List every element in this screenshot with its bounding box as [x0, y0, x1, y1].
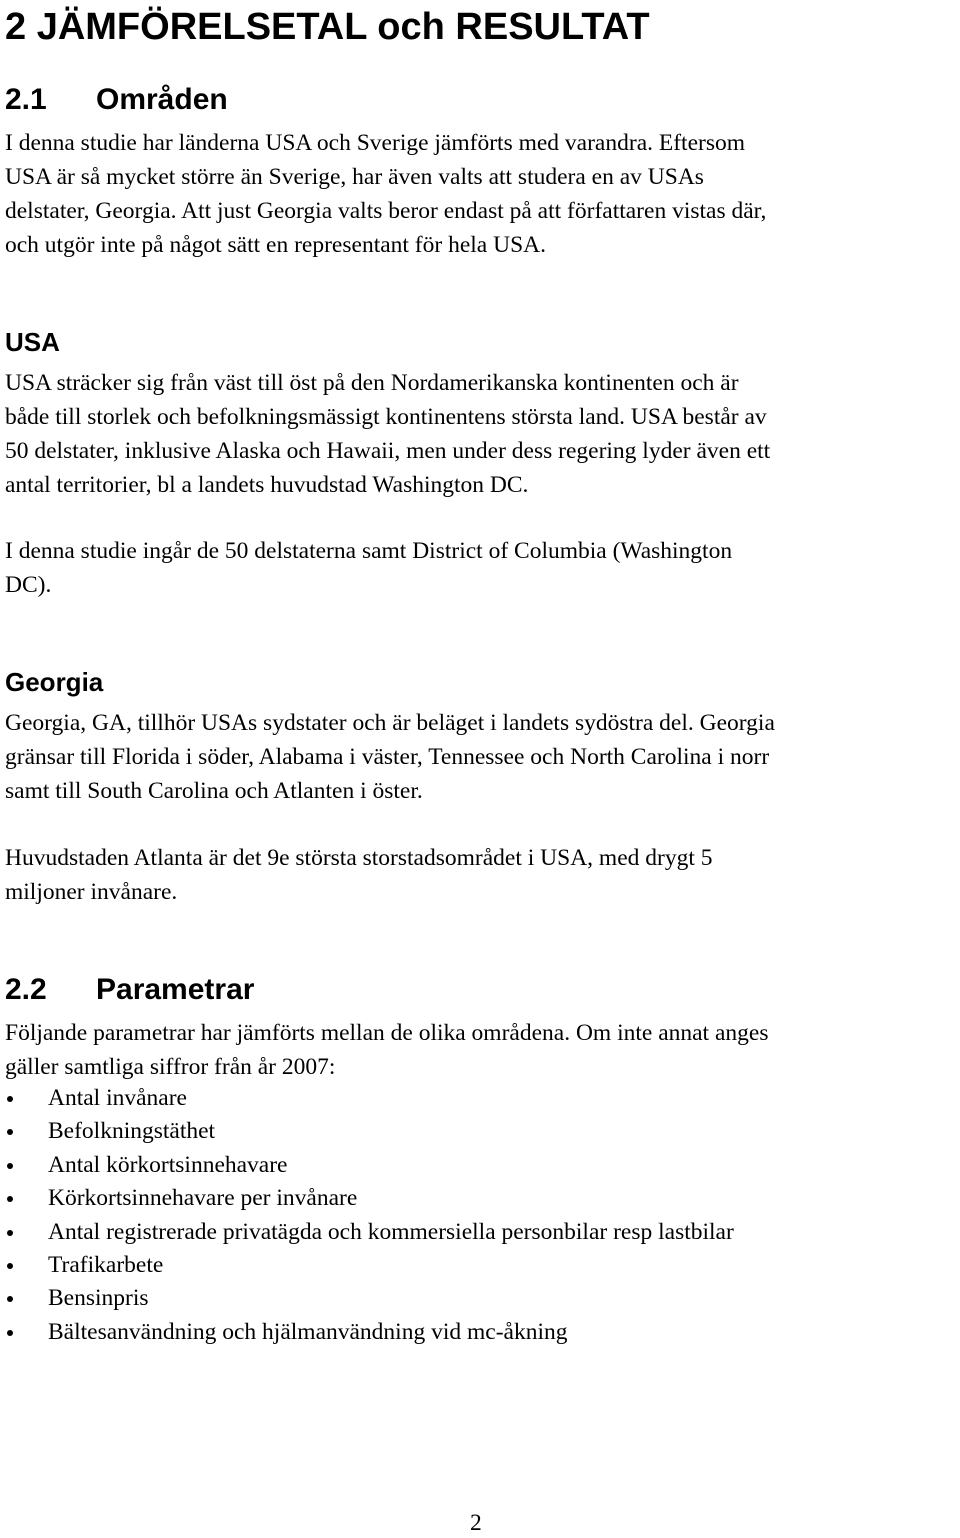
- text-line: Georgia, GA, tillhör USAs sydstater och är beläget i landets sydöstra del. Georgia: [5, 710, 775, 736]
- list-item: [5, 1115, 955, 1148]
- list-item-text: Antal registrerade privatägda och kommersiella personbilar resp lastbilar: [48, 1218, 734, 1245]
- subheading-georgia: Georgia: [5, 667, 104, 697]
- text-line: DC).: [5, 572, 52, 598]
- section-heading-parametrar: [5, 972, 254, 1008]
- usa-paragraph-2: [5, 534, 955, 602]
- section-title: Områden: [96, 83, 228, 116]
- georgia-paragraph-2: [5, 841, 955, 909]
- chapter-heading: 2 JÄMFÖRELSETAL och RESULTAT: [5, 6, 650, 48]
- text-line: delstater, Georgia. Att just Georgia valts beror endast på att författaren vistas där,: [5, 198, 767, 224]
- text-line: 50 delstater, inklusive Alaska och Hawaii, men under dess regering lyder även ett: [5, 438, 771, 464]
- list-item: [5, 1316, 955, 1349]
- text-line: I denna studie har länderna USA och Sverige jämförts med varandra. Eftersom: [5, 130, 746, 156]
- subheading-usa: USA: [5, 327, 60, 357]
- bullet-icon: [7, 1263, 13, 1269]
- list-item: [5, 1249, 955, 1282]
- list-item-text: Antal invånare: [48, 1085, 187, 1111]
- list-item-text: Bensinpris: [48, 1285, 149, 1312]
- list-item-text: Bältesanvändning och hjälmanvändning vid mc-åkning: [48, 1318, 568, 1345]
- text-line: både till storlek och befolkningsmässigt kontinentens största land. USA består av: [5, 404, 767, 430]
- list-item-text: Befolkningstäthet: [48, 1118, 216, 1145]
- text-line: gäller samtliga siffror från år 2007:: [5, 1054, 336, 1080]
- list-item: [5, 1182, 955, 1215]
- list-item: [5, 1282, 955, 1315]
- section-number: 2.1: [5, 83, 47, 116]
- list-item: [5, 1149, 955, 1182]
- text-line: samt till South Carolina och Atlanten i öster.: [5, 778, 423, 804]
- section-number: 2.2: [5, 973, 47, 1006]
- text-line: Följande parametrar har jämförts mellan de olika områdena. Om inte annat anges: [5, 1020, 769, 1046]
- usa-paragraph-1: [5, 366, 955, 502]
- text-line: miljoner invånare.: [5, 879, 178, 905]
- list-item-text: Körkortsinnehavare per invånare: [48, 1185, 358, 1212]
- georgia-paragraph-1: [5, 706, 955, 808]
- list-item-text: Trafikarbete: [48, 1252, 164, 1279]
- bullet-icon: [7, 1330, 13, 1336]
- parameter-list: [5, 1082, 955, 1349]
- bullet-icon: [7, 1163, 13, 1169]
- list-item: [5, 1082, 955, 1115]
- text-line: USA är så mycket större än Sverige, har även valts att studera en av USAs: [5, 164, 704, 190]
- list-item: [5, 1216, 955, 1249]
- list-item-text: Antal körkortsinnehavare: [48, 1151, 288, 1178]
- parametrar-intro-paragraph: [5, 1016, 955, 1084]
- bullet-icon: [7, 1196, 13, 1202]
- section-title: Parametrar: [96, 973, 255, 1006]
- text-line: gränsar till Florida i söder, Alabama i väster, Tennessee och North Carolina i norr: [5, 744, 770, 770]
- page-number: 2: [470, 1510, 482, 1536]
- text-line: I denna studie ingår de 50 delstaterna samt District of Columbia (Washington: [5, 538, 733, 564]
- text-line: Huvudstaden Atlanta är det 9e största storstadsområdet i USA, med drygt 5: [5, 845, 713, 871]
- bullet-icon: [7, 1296, 13, 1302]
- text-line: USA sträcker sig från väst till öst på den Nordamerikanska kontinenten och är: [5, 370, 739, 396]
- bullet-icon: [7, 1096, 13, 1102]
- bullet-icon: [7, 1230, 13, 1236]
- text-line: och utgör inte på något sätt en representant för hela USA.: [5, 232, 546, 258]
- bullet-icon: [7, 1129, 13, 1135]
- section-heading-omraden: [5, 82, 228, 118]
- text-line: antal territorier, bl a landets huvudstad Washington DC.: [5, 472, 529, 498]
- omraden-intro-paragraph: [5, 126, 955, 262]
